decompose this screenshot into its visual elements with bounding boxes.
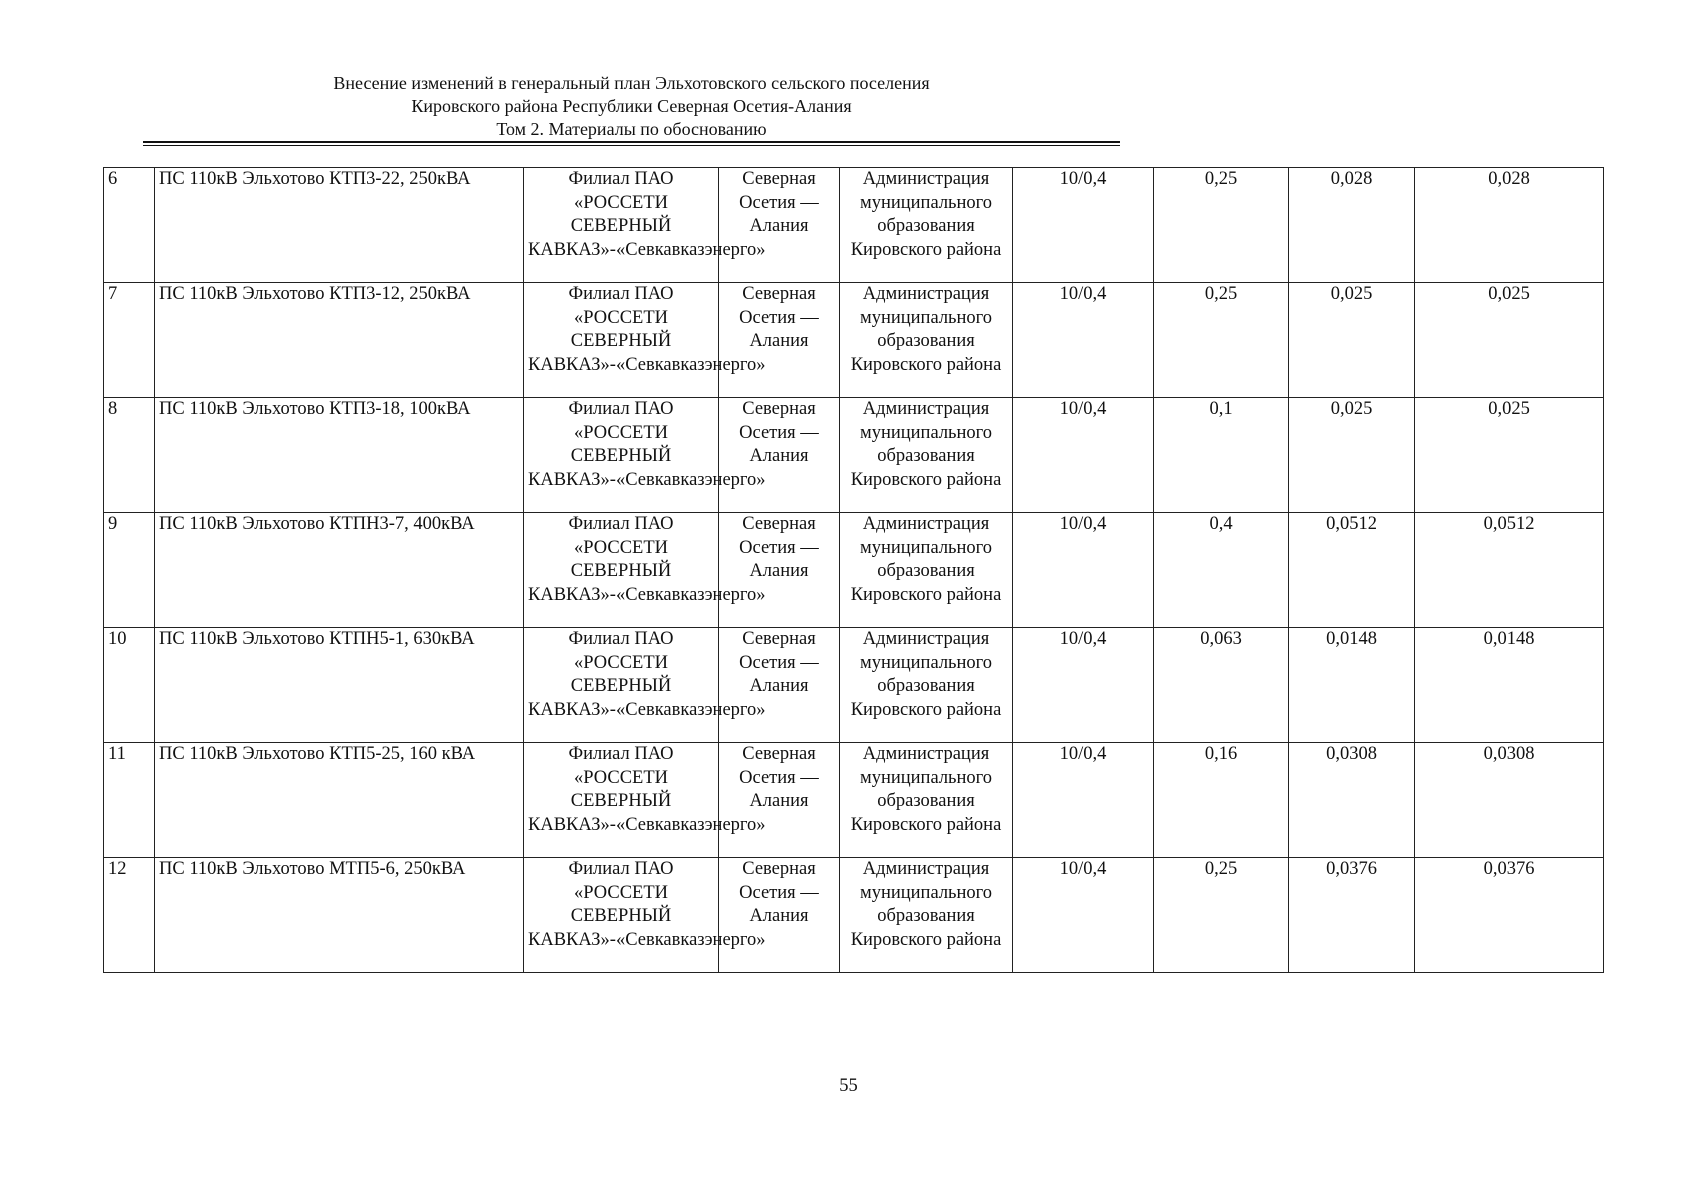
value-3: 0,0376 — [1415, 858, 1604, 973]
voltage-class: 10/0,4 — [1013, 743, 1154, 858]
value-2: 0,028 — [1289, 168, 1415, 283]
header-rule-thin — [143, 145, 1120, 146]
value-1: 0,063 — [1154, 628, 1289, 743]
value-2: 0,0512 — [1289, 513, 1415, 628]
value-2: 0,0148 — [1289, 628, 1415, 743]
value-3: 0,025 — [1415, 283, 1604, 398]
substation-name: ПС 110кВ Эльхотово КТП5-25, 160 кВА — [155, 743, 524, 858]
row-number: 12 — [104, 858, 155, 973]
value-1: 0,25 — [1154, 858, 1289, 973]
administration: Администрация муниципального образования Кировского района — [840, 398, 1013, 513]
table-row — [104, 628, 1604, 743]
value-1: 0,16 — [1154, 743, 1289, 858]
administration: Администрация муниципального образования Кировского района — [840, 743, 1013, 858]
substations-table — [103, 167, 1604, 973]
owner-organization: Филиал ПАО «РОССЕТИ СЕВЕРНЫЙ КАВКАЗ»-«Севкавказэнерго» — [524, 168, 719, 283]
substation-name: ПС 110кВ Эльхотово КТП3-18, 100кВА — [155, 398, 524, 513]
table-row — [104, 513, 1604, 628]
value-1: 0,25 — [1154, 283, 1289, 398]
owner-organization: Филиал ПАО «РОССЕТИ СЕВЕРНЫЙ КАВКАЗ»-«Севкавказэнерго» — [524, 283, 719, 398]
voltage-class: 10/0,4 — [1013, 398, 1154, 513]
value-3: 0,0148 — [1415, 628, 1604, 743]
header-line-3: Том 2. Материалы по обоснованию — [496, 119, 767, 139]
voltage-class: 10/0,4 — [1013, 283, 1154, 398]
owner-organization: Филиал ПАО «РОССЕТИ СЕВЕРНЫЙ КАВКАЗ»-«Севкавказэнерго» — [524, 858, 719, 973]
row-number: 7 — [104, 283, 155, 398]
value-3: 0,025 — [1415, 398, 1604, 513]
table-row — [104, 398, 1604, 513]
substation-name: ПС 110кВ Эльхотово МТП5-6, 250кВА — [155, 858, 524, 973]
value-3: 0,028 — [1415, 168, 1604, 283]
header-rule-thick — [143, 141, 1120, 143]
substation-name: ПС 110кВ Эльхотово КТП3-12, 250кВА — [155, 283, 524, 398]
region: Северная Осетия — Алания — [719, 628, 840, 743]
region: Северная Осетия — Алания — [719, 168, 840, 283]
table-row — [104, 743, 1604, 858]
voltage-class: 10/0,4 — [1013, 513, 1154, 628]
region: Северная Осетия — Алания — [719, 283, 840, 398]
owner-organization: Филиал ПАО «РОССЕТИ СЕВЕРНЫЙ КАВКАЗ»-«Севкавказэнерго» — [524, 513, 719, 628]
value-1: 0,4 — [1154, 513, 1289, 628]
administration: Администрация муниципального образования Кировского района — [840, 858, 1013, 973]
voltage-class: 10/0,4 — [1013, 858, 1154, 973]
row-number: 10 — [104, 628, 155, 743]
row-number: 6 — [104, 168, 155, 283]
region: Северная Осетия — Алания — [719, 513, 840, 628]
administration: Администрация муниципального образования Кировского района — [840, 283, 1013, 398]
table-row — [104, 283, 1604, 398]
substation-name: ПС 110кВ Эльхотово КТПН5-1, 630кВА — [155, 628, 524, 743]
region: Северная Осетия — Алания — [719, 858, 840, 973]
document-header — [143, 72, 1120, 141]
value-2: 0,0376 — [1289, 858, 1415, 973]
value-1: 0,1 — [1154, 398, 1289, 513]
value-3: 0,0308 — [1415, 743, 1604, 858]
table-row — [104, 858, 1604, 973]
value-1: 0,25 — [1154, 168, 1289, 283]
header-line-1: Внесение изменений в генеральный план Эльхотовского сельского поселения — [333, 73, 930, 93]
value-3: 0,0512 — [1415, 513, 1604, 628]
row-number: 9 — [104, 513, 155, 628]
administration: Администрация муниципального образования Кировского района — [840, 168, 1013, 283]
owner-organization: Филиал ПАО «РОССЕТИ СЕВЕРНЫЙ КАВКАЗ»-«Севкавказэнерго» — [524, 398, 719, 513]
value-2: 0,025 — [1289, 398, 1415, 513]
owner-organization: Филиал ПАО «РОССЕТИ СЕВЕРНЫЙ КАВКАЗ»-«Севкавказэнерго» — [524, 743, 719, 858]
voltage-class: 10/0,4 — [1013, 168, 1154, 283]
table-row — [104, 168, 1604, 283]
region: Северная Осетия — Алания — [719, 398, 840, 513]
value-2: 0,0308 — [1289, 743, 1415, 858]
owner-organization: Филиал ПАО «РОССЕТИ СЕВЕРНЫЙ КАВКАЗ»-«Севкавказэнерго» — [524, 628, 719, 743]
header-line-2: Кировского района Республики Северная Осетия-Алания — [411, 96, 852, 116]
value-2: 0,025 — [1289, 283, 1415, 398]
region: Северная Осетия — Алания — [719, 743, 840, 858]
page-number: 55 — [839, 1076, 858, 1096]
row-number: 8 — [104, 398, 155, 513]
substation-name: ПС 110кВ Эльхотово КТПН3-7, 400кВА — [155, 513, 524, 628]
voltage-class: 10/0,4 — [1013, 628, 1154, 743]
table-body — [104, 168, 1604, 973]
administration: Администрация муниципального образования Кировского района — [840, 628, 1013, 743]
administration: Администрация муниципального образования Кировского района — [840, 513, 1013, 628]
substation-name: ПС 110кВ Эльхотово КТП3-22, 250кВА — [155, 168, 524, 283]
row-number: 11 — [104, 743, 155, 858]
